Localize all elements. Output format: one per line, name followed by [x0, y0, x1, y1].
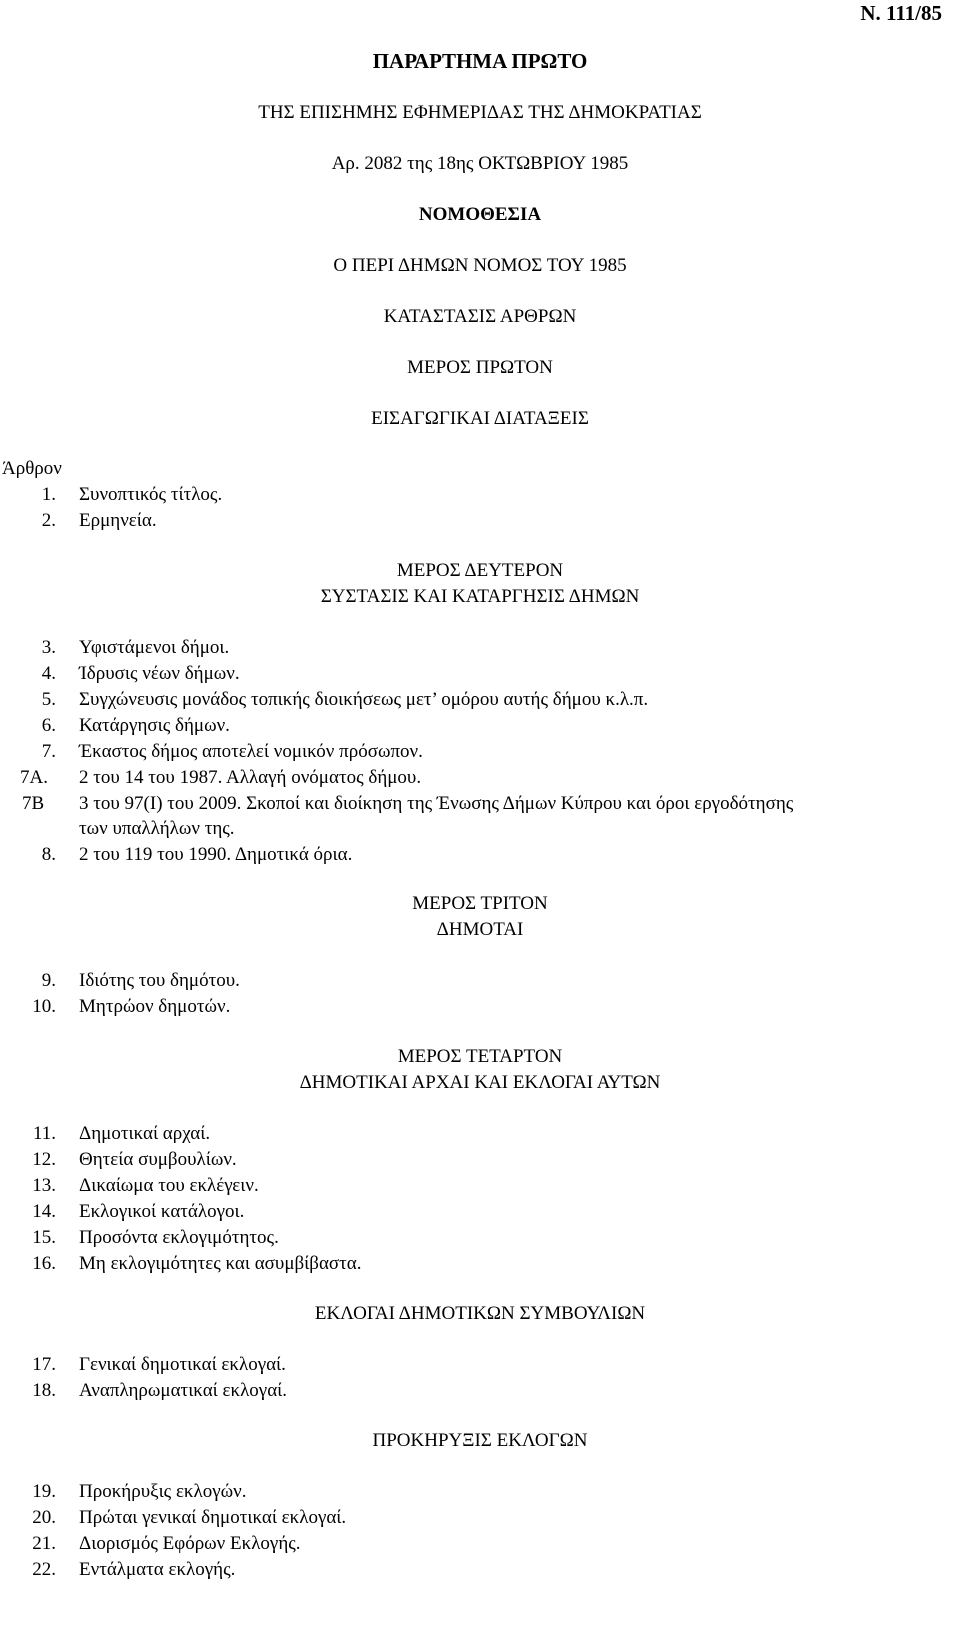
article-number: 1.: [41, 484, 56, 505]
article-number: 11.: [32, 1123, 56, 1144]
article-title: 2 του 119 του 1990. Δημοτικά όρια.: [79, 844, 353, 865]
article-title: Προσόντα εκλογιμότητος.: [79, 1227, 279, 1248]
gazette-title: ΤΗΣ ΕΠΙΣΗΜΗΣ ΕΦΗΜΕΡΙΔΑΣ ΤΗΣ ΔΗΜΟΚΡΑΤΙΑΣ: [258, 102, 702, 123]
article-number: 7.: [41, 741, 56, 762]
legislation-heading: ΝΟΜΟΘΕΣΙΑ: [418, 204, 542, 225]
gazette-issue: Αρ. 2082 της 18ης ΟΚΤΩΒΡΙΟΥ 1985: [331, 153, 629, 174]
article-title: 2 του 14 του 1987. Αλλαγή ονόματος δήμου.: [79, 767, 422, 788]
article-number: 3.: [41, 637, 56, 658]
article-title: Αναπληρωματικαί εκλογαί.: [79, 1380, 288, 1401]
article-number: 9.: [41, 970, 56, 991]
part-3-subtitle: ΔΗΜΟΤΑΙ: [436, 919, 524, 940]
article-number: 10.: [32, 996, 56, 1017]
article-title: Έκαστος δήμος αποτελεί νομικόν πρόσωπον.: [79, 741, 423, 762]
part-1-title: ΜΕΡΟΣ ΠΡΩΤΟΝ: [407, 357, 553, 378]
article-title: Γενικαί δημοτικαί εκλογαί.: [79, 1354, 286, 1375]
article-title: Εκλογικοί κατάλογοι.: [79, 1201, 245, 1222]
article-number: 6.: [41, 715, 56, 736]
part-2-title: ΜΕΡΟΣ ΔΕΥΤΕΡΟΝ: [396, 560, 564, 581]
article-title: Προκήρυξις εκλογών.: [79, 1481, 247, 1502]
article-title: Εντάλματα εκλογής.: [79, 1559, 236, 1580]
article-title: 3 του 97(Ι) του 2009. Σκοποί και διοίκηση της Ένωσης Δήμων Κύπρου και όροι εργοδότησης: [79, 793, 794, 814]
article-number: 16.: [32, 1253, 56, 1274]
article-number: 14.: [32, 1201, 56, 1222]
article-title: Ιδιότης του δημότου.: [79, 970, 240, 991]
part-3-title: ΜΕΡΟΣ ΤΡΙΤΟΝ: [412, 893, 548, 914]
article-title-continued: των υπαλλήλων της.: [79, 818, 235, 839]
article-number: 7Β: [22, 793, 45, 814]
contents-title: ΚΑΤΑΣΤΑΣΙΣ ΑΡΘΡΩΝ: [383, 306, 577, 327]
article-title: Ίδρυσις νέων δήμων.: [79, 663, 240, 684]
article-number: 2.: [41, 510, 56, 531]
appendix-title: ΠΑΡΑΡΤΗΜΑ ΠΡΩΤΟ: [372, 49, 588, 73]
article-number: 4.: [41, 663, 56, 684]
article-title: Θητεία συμβουλίων.: [79, 1149, 237, 1170]
page-number: Ν. 111/85: [860, 1, 942, 25]
article-number: 8.: [41, 844, 56, 865]
article-number: 20.: [32, 1507, 56, 1528]
article-title: Δικαίωμα του εκλέγειν.: [79, 1175, 259, 1196]
article-number: 13.: [32, 1175, 56, 1196]
article-number: 7Α.: [20, 767, 48, 788]
article-number: 22.: [32, 1559, 56, 1580]
article-number: 19.: [32, 1481, 56, 1502]
section-proclamation-heading: ΠΡΟΚΗΡΥΞΙΣ ΕΚΛΟΓΩΝ: [372, 1430, 588, 1451]
article-number: 18.: [32, 1380, 56, 1401]
article-title: Μη εκλογιμότητες και ασυμβίβαστα.: [79, 1253, 362, 1274]
article-title: Δημοτικαί αρχαί.: [79, 1123, 211, 1144]
part-4-subtitle: ΔΗΜΟΤΙΚΑΙ ΑΡΧΑΙ ΚΑΙ ΕΚΛΟΓΑΙ ΑΥΤΩΝ: [299, 1072, 661, 1093]
article-title: Κατάργησις δήμων.: [79, 715, 230, 736]
article-label: Άρθρον: [2, 458, 62, 479]
article-title: Συνοπτικός τίτλος.: [79, 484, 223, 505]
part-1-subtitle: ΕΙΣΑΓΩΓΙΚΑΙ ΔΙΑΤΑΞΕΙΣ: [371, 408, 589, 429]
article-number: 17.: [32, 1354, 56, 1375]
section-elections-heading: ΕΚΛΟΓΑΙ ΔΗΜΟΤΙΚΩΝ ΣΥΜΒΟΥΛΙΩΝ: [314, 1303, 646, 1324]
law-title: Ο ΠΕΡΙ ΔΗΜΩΝ ΝΟΜΟΣ ΤΟΥ 1985: [333, 255, 627, 276]
article-title: Μητρώον δημοτών.: [79, 996, 231, 1017]
article-number: 5.: [41, 689, 56, 710]
article-title: Διορισμός Εφόρων Εκλογής.: [79, 1533, 301, 1554]
article-title: Συγχώνευσις μονάδος τοπικής διοικήσεως μετ’ ομόρου αυτής δήμου κ.λ.π.: [79, 689, 649, 710]
article-number: 12.: [32, 1149, 56, 1170]
part-2-subtitle: ΣΥΣΤΑΣΙΣ ΚΑΙ ΚΑΤΑΡΓΗΣΙΣ ΔΗΜΩΝ: [320, 586, 640, 607]
article-number: 15.: [32, 1227, 56, 1248]
article-title: Υφιστάμενοι δήμοι.: [79, 637, 230, 658]
article-title: Πρώται γενικαί δημοτικαί εκλογαί.: [79, 1507, 347, 1528]
article-number: 21.: [32, 1533, 56, 1554]
part-4-title: ΜΕΡΟΣ ΤΕΤΑΡΤΟΝ: [397, 1046, 563, 1067]
article-title: Ερμηνεία.: [79, 510, 157, 531]
